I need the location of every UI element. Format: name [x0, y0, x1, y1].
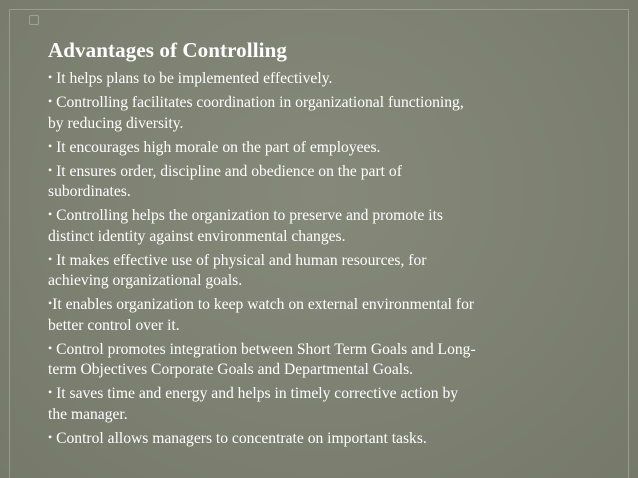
- bullet-item: • Controlling facilitates coordination in organizational functioning, by reducing diversity.: [48, 94, 464, 132]
- slide-title: Advantages of Controlling: [48, 38, 287, 62]
- bullet-item: • It encourages high morale on the part of employees.: [48, 138, 381, 156]
- bullet-item: • It ensures order, discipline and obedience on the part of subordinates.: [48, 162, 402, 200]
- bullet-icon: •: [48, 385, 53, 399]
- bullet-item: • Controlling helps the organization to preserve and promote its distinct identity against environmental changes.: [48, 207, 443, 245]
- bullet-list: [48, 67, 478, 449]
- bullet-item: • It saves time and energy and helps in timely corrective action by the manager.: [48, 385, 459, 423]
- bullet-item: • Control promotes integration between Short Term Goals and Long-term Objectives Corporate Goals and Departmental Goals.: [48, 340, 476, 378]
- bullet-icon: •: [48, 251, 53, 266]
- bullet-icon: •: [48, 429, 53, 444]
- slide-content: [48, 38, 478, 451]
- bullet-icon: •: [48, 340, 53, 355]
- bullet-icon: •: [48, 70, 53, 84]
- bullet-item: •It enables organization to keep watch on external environmental for better control over it.: [48, 296, 475, 334]
- bullet-icon: •: [48, 296, 53, 310]
- bullet-item: • It helps plans to be implemented effectively.: [48, 70, 333, 87]
- bullet-icon: •: [48, 207, 53, 221]
- bullet-item: • Control allows managers to concentrate on important tasks.: [48, 429, 427, 447]
- corner-square-icon: [29, 15, 39, 25]
- bullet-icon: •: [48, 162, 53, 177]
- bullet-item: • It makes effective use of physical and human resources, for achieving organizational goals.: [48, 251, 427, 289]
- bullet-icon: •: [48, 94, 53, 108]
- bullet-icon: •: [48, 138, 53, 153]
